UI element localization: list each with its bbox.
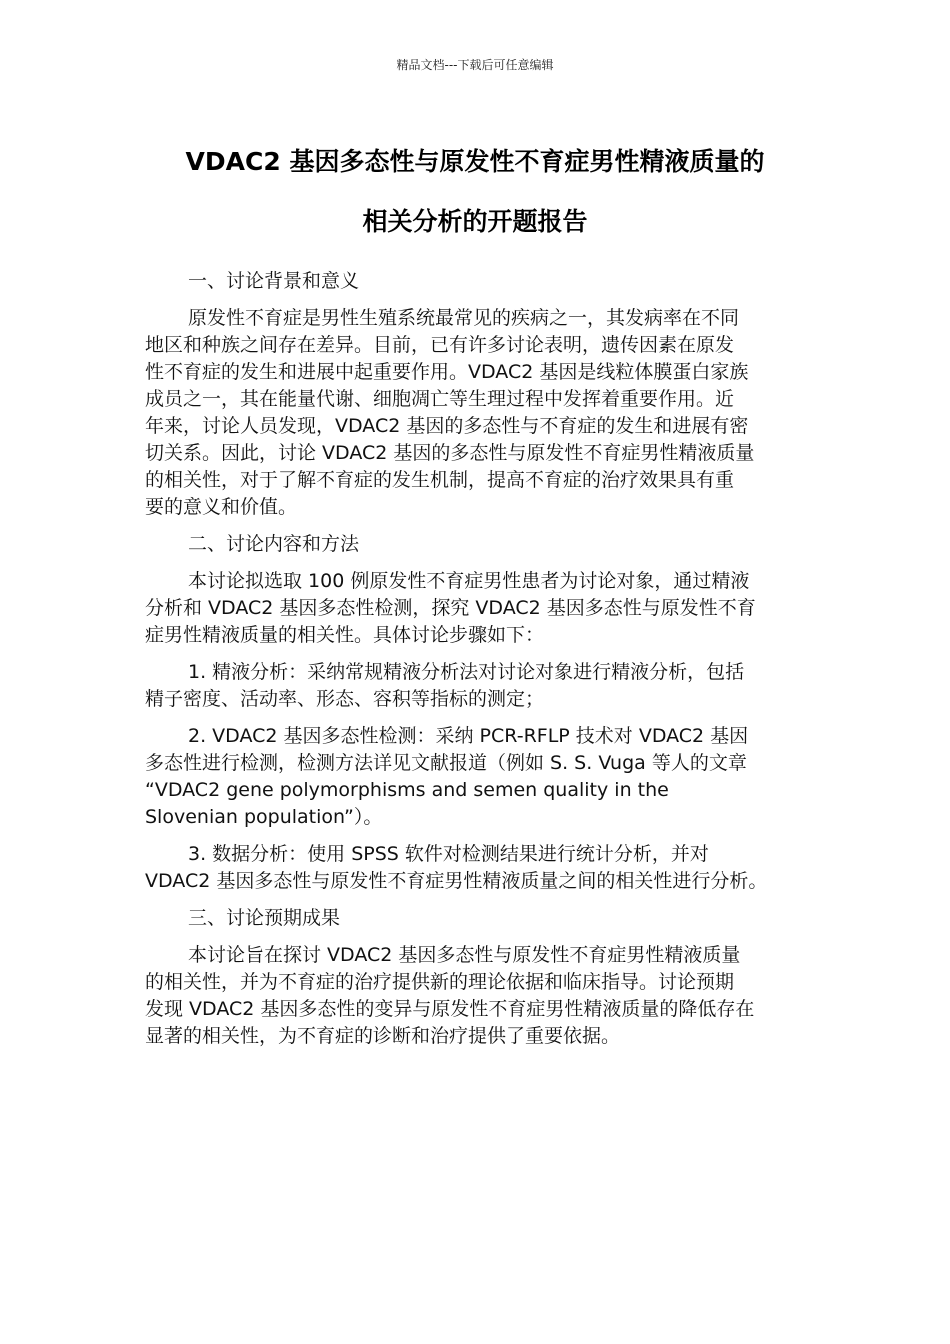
paragraph-line: 本讨论旨在探讨 VDAC2 基因多态性与原发性不育症男性精液质量 xyxy=(188,944,741,966)
title-line-2: 相关分析的开题报告 xyxy=(362,207,588,236)
section-heading-background: 一、讨论背景和意义 xyxy=(188,270,360,292)
paragraph-step-2 xyxy=(145,723,810,831)
paragraph-line: 3. 数据分析：使用 SPSS 软件对检测结果进行统计分析，并对 xyxy=(188,843,709,865)
page-header: 精品文档---下载后可任意编辑 xyxy=(396,58,554,72)
paragraph-line: 原发性不育症是男性生殖系统最常见的疾病之一，其发病率在不同 xyxy=(188,307,740,329)
paragraph-line: 切关系。因此，讨论 VDAC2 基因的多态性与原发性不育症男性精液质量 xyxy=(145,442,755,464)
paragraph-line: 2. VDAC2 基因多态性检测：采纳 PCR-RFLP 技术对 VDAC2 基因 xyxy=(188,725,749,747)
paragraph-line: Slovenian population”）。 xyxy=(145,806,383,828)
section-heading-outcomes: 三、讨论预期成果 xyxy=(188,907,341,929)
paragraph-line: 年来，讨论人员发现，VDAC2 基因的多态性与不育症的发生和进展有密 xyxy=(145,415,749,437)
paragraph-line: 的相关性，并为不育症的治疗提供新的理论依据和临床指导。讨论预期 xyxy=(145,971,735,993)
paragraph-methods-intro xyxy=(145,568,810,649)
paragraph-line: 本讨论拟选取 100 例原发性不育症男性患者为讨论对象，通过精液 xyxy=(188,570,750,592)
paragraph-line: 成员之一，其在能量代谢、细胞凋亡等生理过程中发挥着重要作用。近 xyxy=(145,388,735,410)
title-line-1: VDAC2 基因多态性与原发性不育症男性精液质量的 xyxy=(185,147,765,176)
section-heading-methods: 二、讨论内容和方法 xyxy=(188,533,360,555)
paragraph-line: 要的意义和价值。 xyxy=(145,496,298,518)
paragraph-line: 地区和种族之间存在差异。目前，已有许多讨论表明，遗传因素在原发 xyxy=(145,334,735,356)
paragraph-line: 分析和 VDAC2 基因多态性检测，探究 VDAC2 基因多态性与原发性不育 xyxy=(145,597,756,619)
paragraph-step-3 xyxy=(145,841,810,895)
document-body xyxy=(145,268,810,1060)
paragraph-line: “VDAC2 gene polymorphisms and semen quality in the xyxy=(145,779,669,801)
paragraph-line: 精子密度、活动率、形态、容积等指标的测定； xyxy=(145,688,545,710)
paragraph-background xyxy=(145,305,810,521)
paragraph-line: 的相关性，对于了解不育症的发生机制，提高不育症的治疗效果具有重 xyxy=(145,469,735,491)
paragraph-line: 症男性精液质量的相关性。具体讨论步骤如下： xyxy=(145,624,545,646)
paragraph-outcomes xyxy=(145,942,810,1050)
paragraph-line: 显著的相关性，为不育症的诊断和治疗提供了重要依据。 xyxy=(145,1025,621,1047)
paragraph-line: 发现 VDAC2 基因多态性的变异与原发性不育症男性精液质量的降低存在 xyxy=(145,998,755,1020)
paragraph-line: 多态性进行检测，检测方法详见文献报道（例如 S. S. Vuga 等人的文章 xyxy=(145,752,747,774)
paragraph-line: VDAC2 基因多态性与原发性不育症男性精液质量之间的相关性进行分析。 xyxy=(145,870,768,892)
document-title xyxy=(120,132,830,252)
paragraph-line: 1. 精液分析：采纳常规精液分析法对讨论对象进行精液分析，包括 xyxy=(188,661,745,683)
paragraph-line: 性不育症的发生和进展中起重要作用。VDAC2 基因是线粒体膜蛋白家族 xyxy=(145,361,749,383)
paragraph-step-1 xyxy=(145,659,810,713)
